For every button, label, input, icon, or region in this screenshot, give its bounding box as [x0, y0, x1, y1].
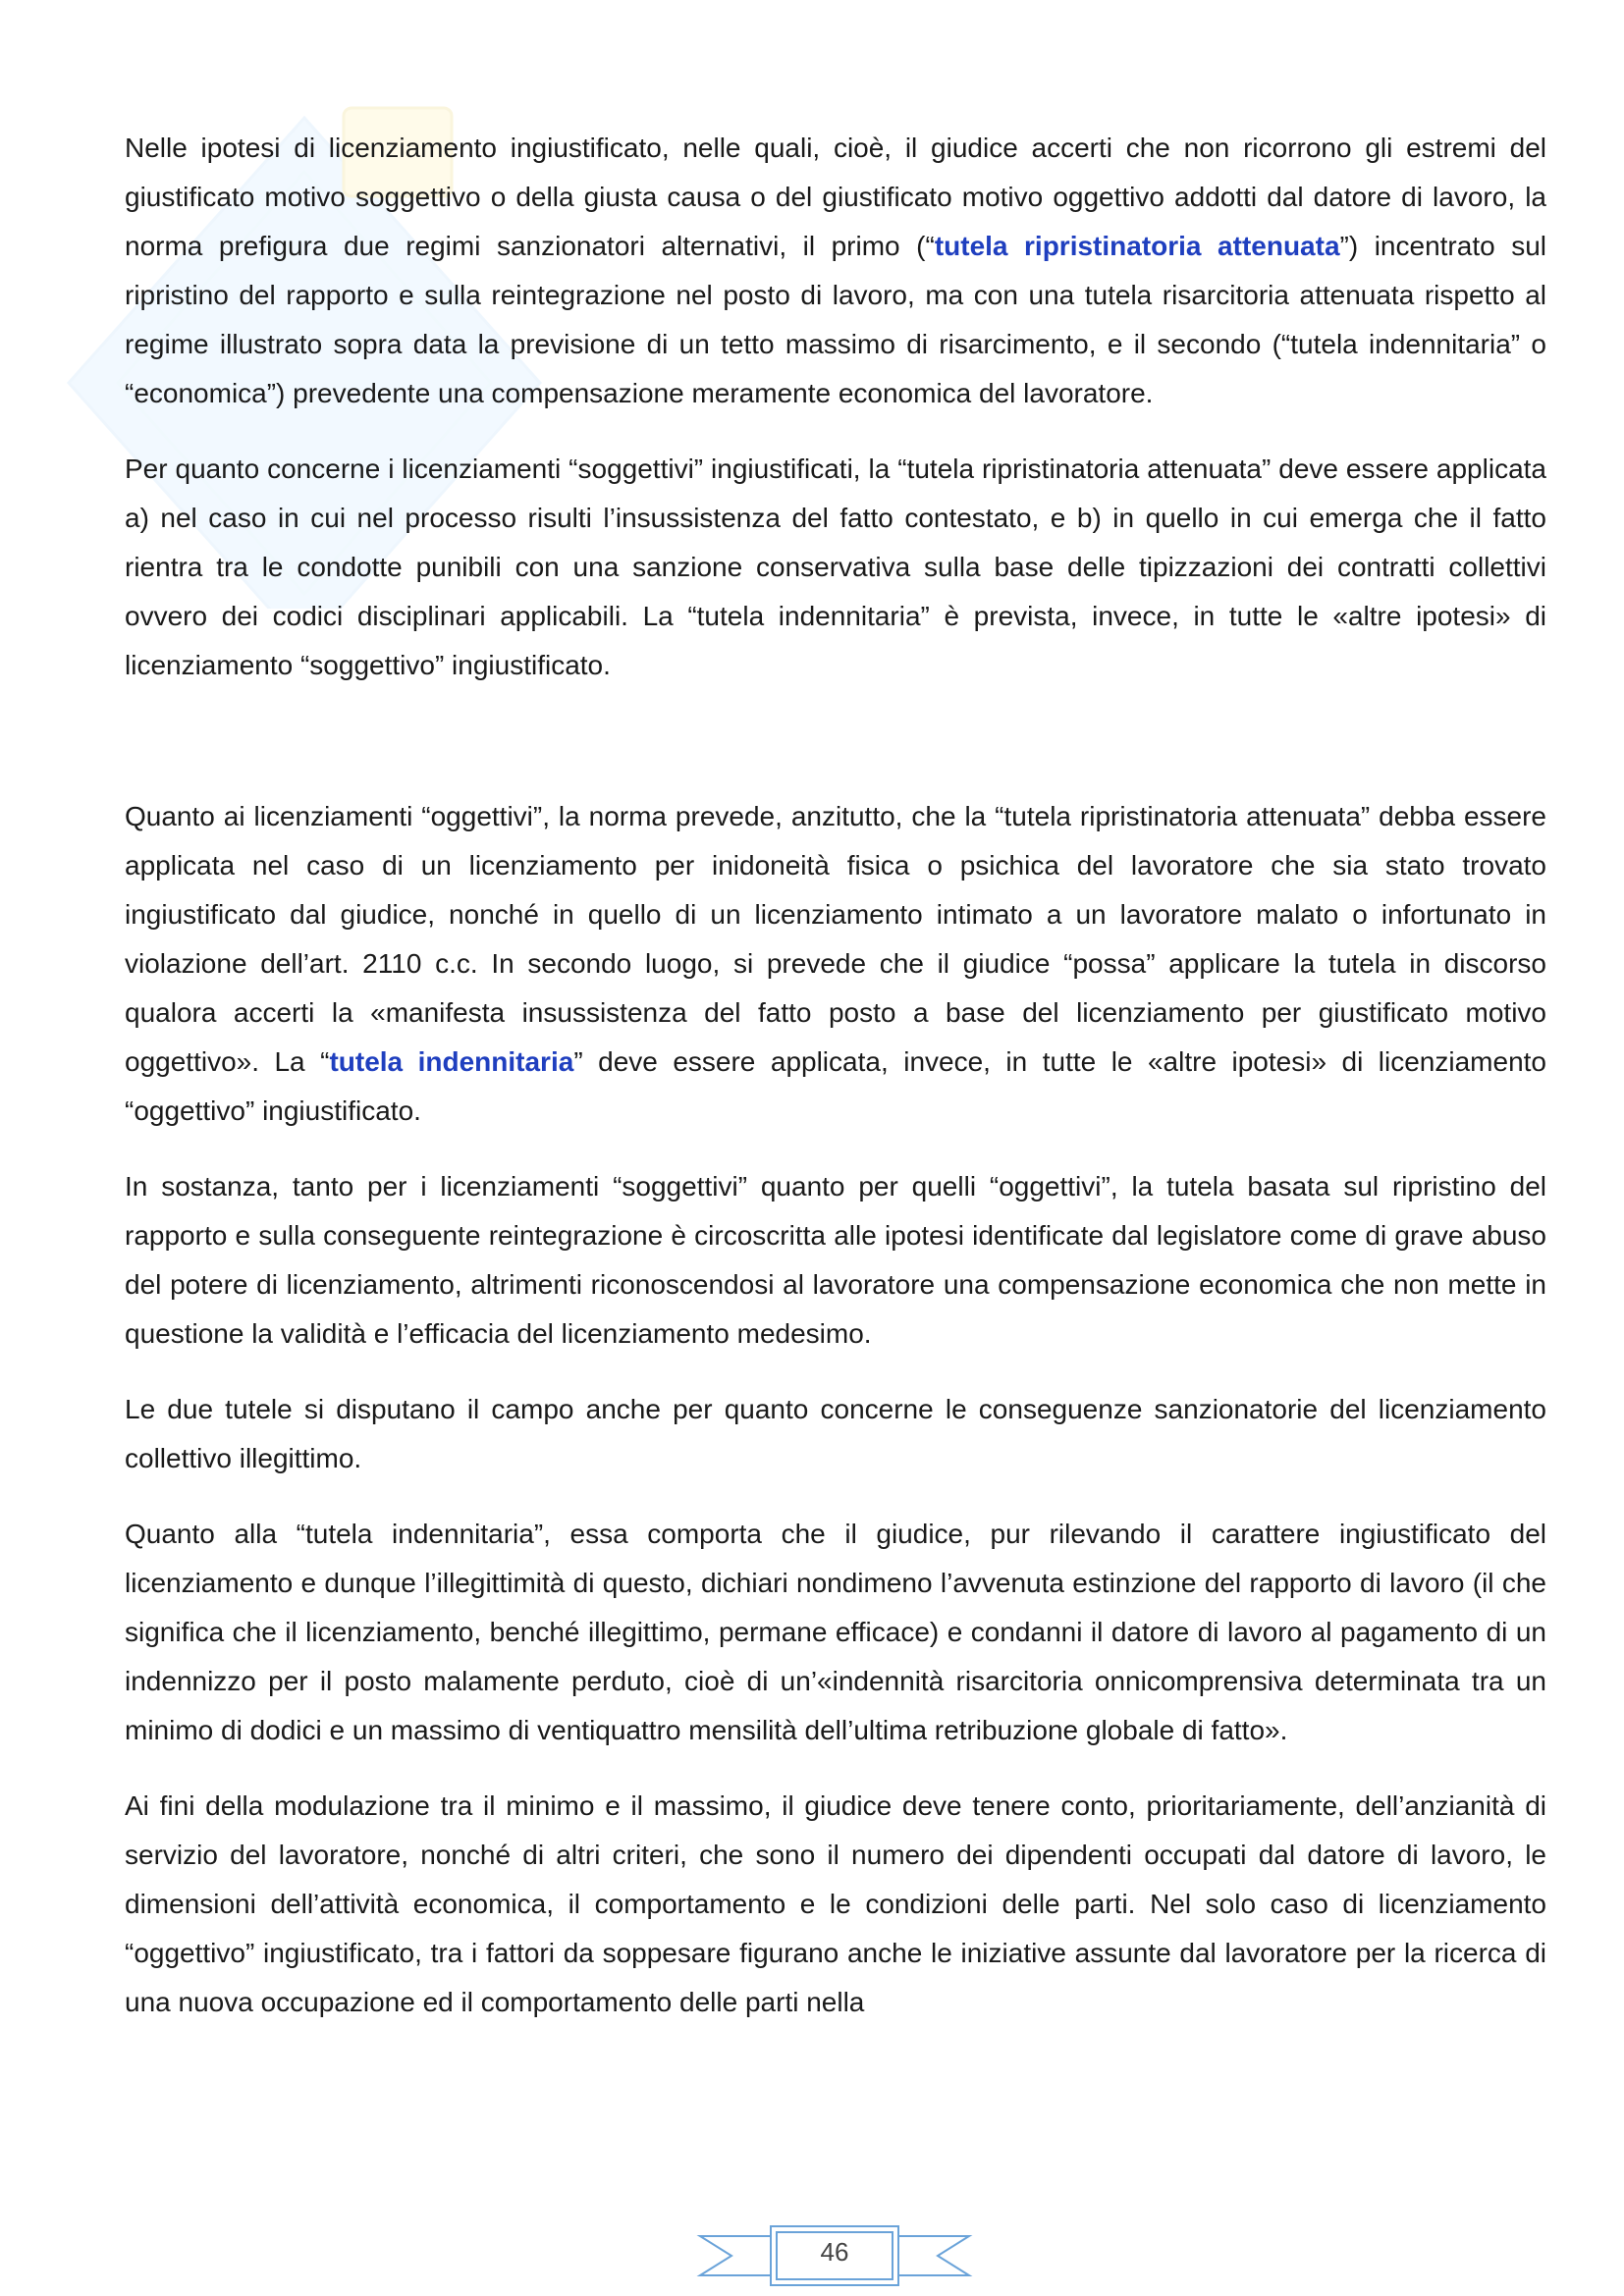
page-number-badge — [692, 2220, 977, 2291]
keyword-tutela-indennitaria: tutela indennitaria — [329, 1046, 574, 1077]
paragraph-3-text: Quanto ai licenziamenti “oggettivi”, la norma prevede, anzitutto, che la “tutela ripristinatoria attenuata” debba essere applicata nel caso di un licenziamento per inidoneità fisica o psichica del lavoratore che sia stato trovato ingiustificato dal giudice, nonché in quello di un licenziamento intimato a un lavoratore malato o infortunato in violazione dell’art. 2110 c.c. In secondo luogo, si prevede che il giudice “possa” applicare la tutela in discorso qualora accerti la «manifesta insussistenza del fatto posto a base del licenziamento per giustificato motivo oggettivo». La “ — [125, 801, 1546, 1077]
paragraph-gap — [125, 717, 1546, 792]
paragraph-4 — [125, 1162, 1546, 1359]
paragraph-7-text: Ai fini della modulazione tra il minimo e il massimo, il giudice deve tenere conto, prioritariamente, dell’anzianità di servizio del lavoratore, nonché di altri criteri, che sono il numero dei dipendenti occupati dal datore di lavoro, le dimensioni dell’attività economica, il comportamento e le condizioni delle parti. Nel solo caso di licenziamento “oggettivo” ingiustificato, tra i fattori da soppesare figurano anche le iniziative assunte dal lavoratore per la ricerca di una nuova occupazione ed il comportamento delle parti nella — [125, 1790, 1546, 2017]
page-number: 46 — [820, 2237, 849, 2267]
paragraph-5 — [125, 1385, 1546, 1483]
paragraph-6-text: Quanto alla “tutela indennitaria”, essa comporta che il giudice, pur rilevando il carattere ingiustificato del licenziamento e dunque l’illegittimità di questo, dichiari nondimeno l’avvenuta estinzione del rapporto di lavoro (il che significa che il licenziamento, benché illegittimo, permane efficace) e condanni il datore di lavoro al pagamento di un indennizzo per il posto malamente perduto, cioè di un’«indennità risarcitoria onnicomprensiva determinata tra un minimo di dodici e un massimo di ventiquattro mensilità dell’ultima retribuzione globale di fatto». — [125, 1519, 1546, 1745]
keyword-tutela-ripristinatoria-attenuata: tutela ripristinatoria attenuata — [934, 231, 1340, 261]
paragraph-4-text: In sostanza, tanto per i licenziamenti “soggettivi” quanto per quelli “oggettivi”, la tutela basata sul ripristino del rapporto e sulla conseguente reintegrazione è circoscritta alle ipotesi identificate dal legislatore come di grave abuso del potere di licenziamento, altrimenti riconoscendosi al lavoratore una compensazione economica che non mette in questione la validità e l’efficacia del licenziamento medesimo. — [125, 1171, 1546, 1349]
paragraph-1 — [125, 124, 1546, 418]
paragraph-6 — [125, 1510, 1546, 1755]
paragraph-5-text: Le due tutele si disputano il campo anche per quanto concerne le conseguenze sanzionatorie del licenziamento collettivo illegittimo. — [125, 1394, 1546, 1473]
paragraph-2-text: Per quanto concerne i licenziamenti “soggettivi” ingiustificati, la “tutela ripristinatoria attenuata” deve essere applicata a) nel caso in cui nel processo risulti l’insussistenza del fatto contestato, e b) in quello in cui emerga che il fatto rientra tra le condotte punibili con una sanzione conservativa sulla base delle tipizzazioni dei contratti collettivi ovvero dei codici disciplinari applicabili. La “tutela indennitaria” è prevista, invece, in tutte le «altre ipotesi» di licenziamento “soggettivo” ingiustificato. — [125, 454, 1546, 680]
paragraph-3-text-cont: ” deve essere applicata, invece, in tutte le «altre ipotesi» di licenziamento “oggettivo” ingiustificato. — [125, 1046, 1546, 1126]
paragraph-2 — [125, 445, 1546, 690]
paragraph-1-text-cont: ”) incentrato sul ripristino del rapporto e sulla reintegrazione nel posto di lavoro, ma con una tutela risarcitoria attenuata rispetto al regime illustrato sopra data la previsione di un tetto massimo di risarcimento, e il secondo (“tutela indennitaria” o “economica”) prevedente una compensazione meramente economica del lavoratore. — [125, 231, 1546, 408]
paragraph-1-text: Nelle ipotesi di licenziamento ingiustificato, nelle quali, cioè, il giudice accerti che non ricorrono gli estremi del giustificato motivo soggettivo o della giusta causa o del giustificato motivo oggettivo addotti dal datore di lavoro, la norma prefigura due regimi sanzionatori alternativi, il primo (“ — [125, 133, 1546, 261]
paragraph-7 — [125, 1782, 1546, 2027]
page-body — [125, 124, 1546, 2054]
paragraph-3 — [125, 792, 1546, 1136]
